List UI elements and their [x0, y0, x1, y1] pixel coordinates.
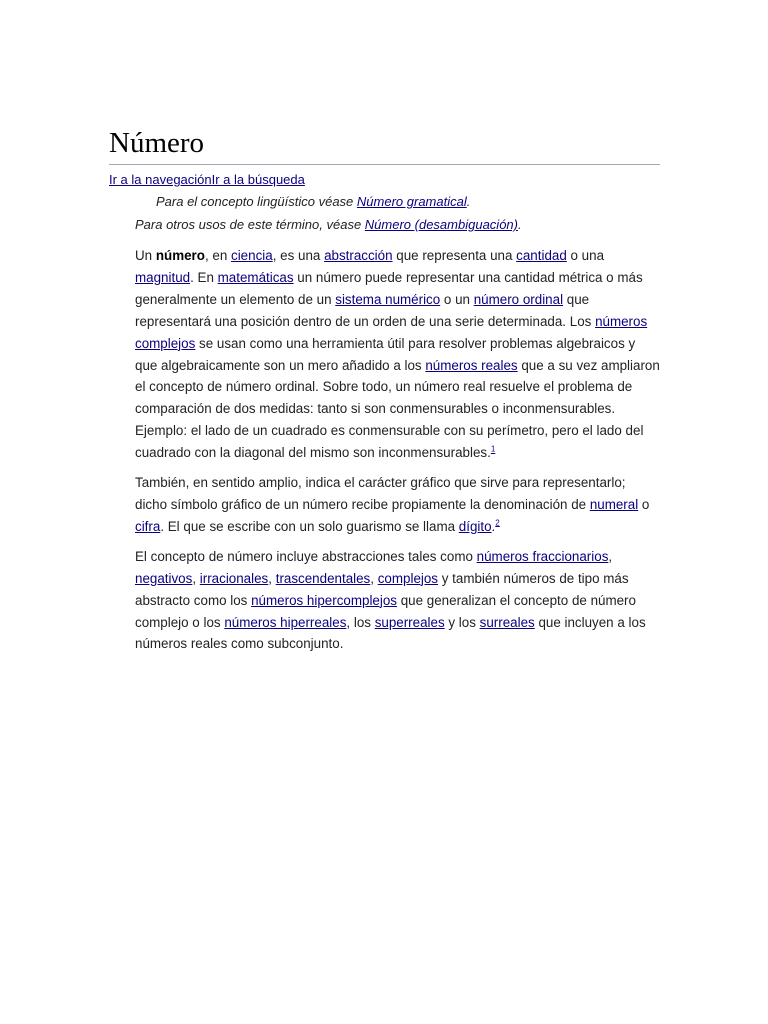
text: El concepto de número incluye abstracciones tales como: [135, 548, 477, 564]
link-abstraccion[interactable]: abstracción: [324, 248, 393, 263]
text: un número puede representar una cantidad métrica o más generalmente un elemento de un: [135, 269, 643, 307]
link-numero-ordinal[interactable]: número ordinal: [473, 291, 564, 307]
link-irracionales[interactable]: irracionales: [199, 570, 269, 586]
article-body: [135, 245, 660, 655]
text: ,: [608, 548, 613, 564]
link-trascendentales[interactable]: trascendentales: [275, 570, 371, 586]
link-cantidad[interactable]: cantidad: [516, 248, 567, 263]
reference-1: [491, 445, 495, 454]
text: o una: [566, 248, 605, 263]
link-numeros-hiperreales[interactable]: números hiperreales: [224, 614, 347, 630]
text: , es una: [272, 248, 325, 263]
text: y los: [444, 614, 480, 630]
link-cifra[interactable]: cifra: [135, 518, 161, 534]
text: y también números de tipo más abstracto como los: [135, 570, 629, 608]
link-magnitud[interactable]: magnitud: [135, 269, 191, 285]
link-numero-gramatical[interactable]: Número gramatical: [356, 194, 467, 209]
link-numeros-complejos[interactable]: números complejos: [135, 313, 648, 351]
text: . En: [190, 269, 218, 285]
jump-links: [109, 171, 660, 188]
hatnote-punct: .: [466, 194, 471, 209]
link-numero-desambiguacion[interactable]: Número (desambiguación): [364, 217, 518, 232]
text: , los: [346, 614, 375, 630]
jump-to-search-link[interactable]: Ir a la búsqueda: [211, 172, 305, 187]
link-surreales[interactable]: surreales: [479, 614, 535, 630]
link-matematicas[interactable]: matemáticas: [217, 269, 294, 285]
article: [109, 126, 660, 663]
text: También, en sentido amplio, indica el carácter gráfico que sirve para representarlo; dicho símbolo gráfico de un número recibe propiamente la denominación de: [135, 475, 626, 512]
text: ,: [192, 570, 200, 586]
text: que incluyen a los números reales como subconjunto.: [135, 614, 646, 652]
hatnote-grammatical: [156, 193, 660, 210]
link-numeral[interactable]: numeral: [589, 496, 639, 512]
paragraph-3: [135, 546, 660, 656]
link-digito[interactable]: dígito: [458, 518, 492, 534]
text: que representa una: [392, 248, 517, 263]
reference-link-2[interactable]: 2: [495, 518, 500, 528]
text: ,: [268, 570, 276, 586]
hatnote-text: Para otros usos de este término, véase: [135, 217, 365, 232]
text: que generalizan el concepto de número complejo o los: [135, 592, 636, 630]
hatnote-disambiguation: [135, 216, 660, 233]
text: , en: [204, 248, 232, 263]
text: . El que se escribe con un solo guarismo se llama: [160, 518, 459, 534]
page-title: Número: [109, 126, 660, 165]
link-numeros-reales[interactable]: números reales: [425, 357, 518, 373]
jump-to-navigation-link[interactable]: Ir a la navegación: [109, 172, 212, 187]
text: Un: [135, 248, 156, 263]
hatnote-text: Para el concepto lingüístico véase: [156, 194, 357, 209]
text: o un: [440, 291, 474, 307]
text: que a su vez ampliaron el concepto de número ordinal. Sobre todo, un número real resuelve el problema de comparación de dos medidas: tanto si son conmensurables o inconmensurables. Ejemplo: el lado de un cuadrado es conmensurable con su perímetro, pero el lado del cuadrado con la diagonal del mismo son inconmensurables.: [135, 357, 660, 461]
bold-term: número: [155, 248, 205, 263]
text: o: [638, 496, 650, 512]
text: ,: [370, 570, 378, 586]
link-complejos[interactable]: complejos: [377, 570, 439, 586]
link-numeros-hipercomplejos[interactable]: números hipercomplejos: [251, 592, 397, 608]
text: .: [491, 518, 496, 534]
paragraph-2: [135, 472, 660, 538]
link-negativos[interactable]: negativos: [135, 570, 193, 586]
link-numeros-fraccionarios[interactable]: números fraccionarios: [476, 548, 609, 564]
paragraph-1: [135, 245, 660, 464]
link-sistema-numerico[interactable]: sistema numérico: [335, 291, 441, 307]
text: que representará una posición dentro de un orden de una serie determinada. Los: [135, 291, 596, 329]
text: se usan como una herramienta útil para resolver problemas algebraicos y que algebraicamente son un mero añadido a los: [135, 335, 636, 373]
reference-link-1[interactable]: 1: [490, 444, 496, 454]
hatnote-punct: .: [517, 217, 522, 232]
reference-2: [495, 518, 499, 527]
link-superreales[interactable]: superreales: [374, 614, 445, 630]
link-ciencia[interactable]: ciencia: [231, 248, 273, 263]
